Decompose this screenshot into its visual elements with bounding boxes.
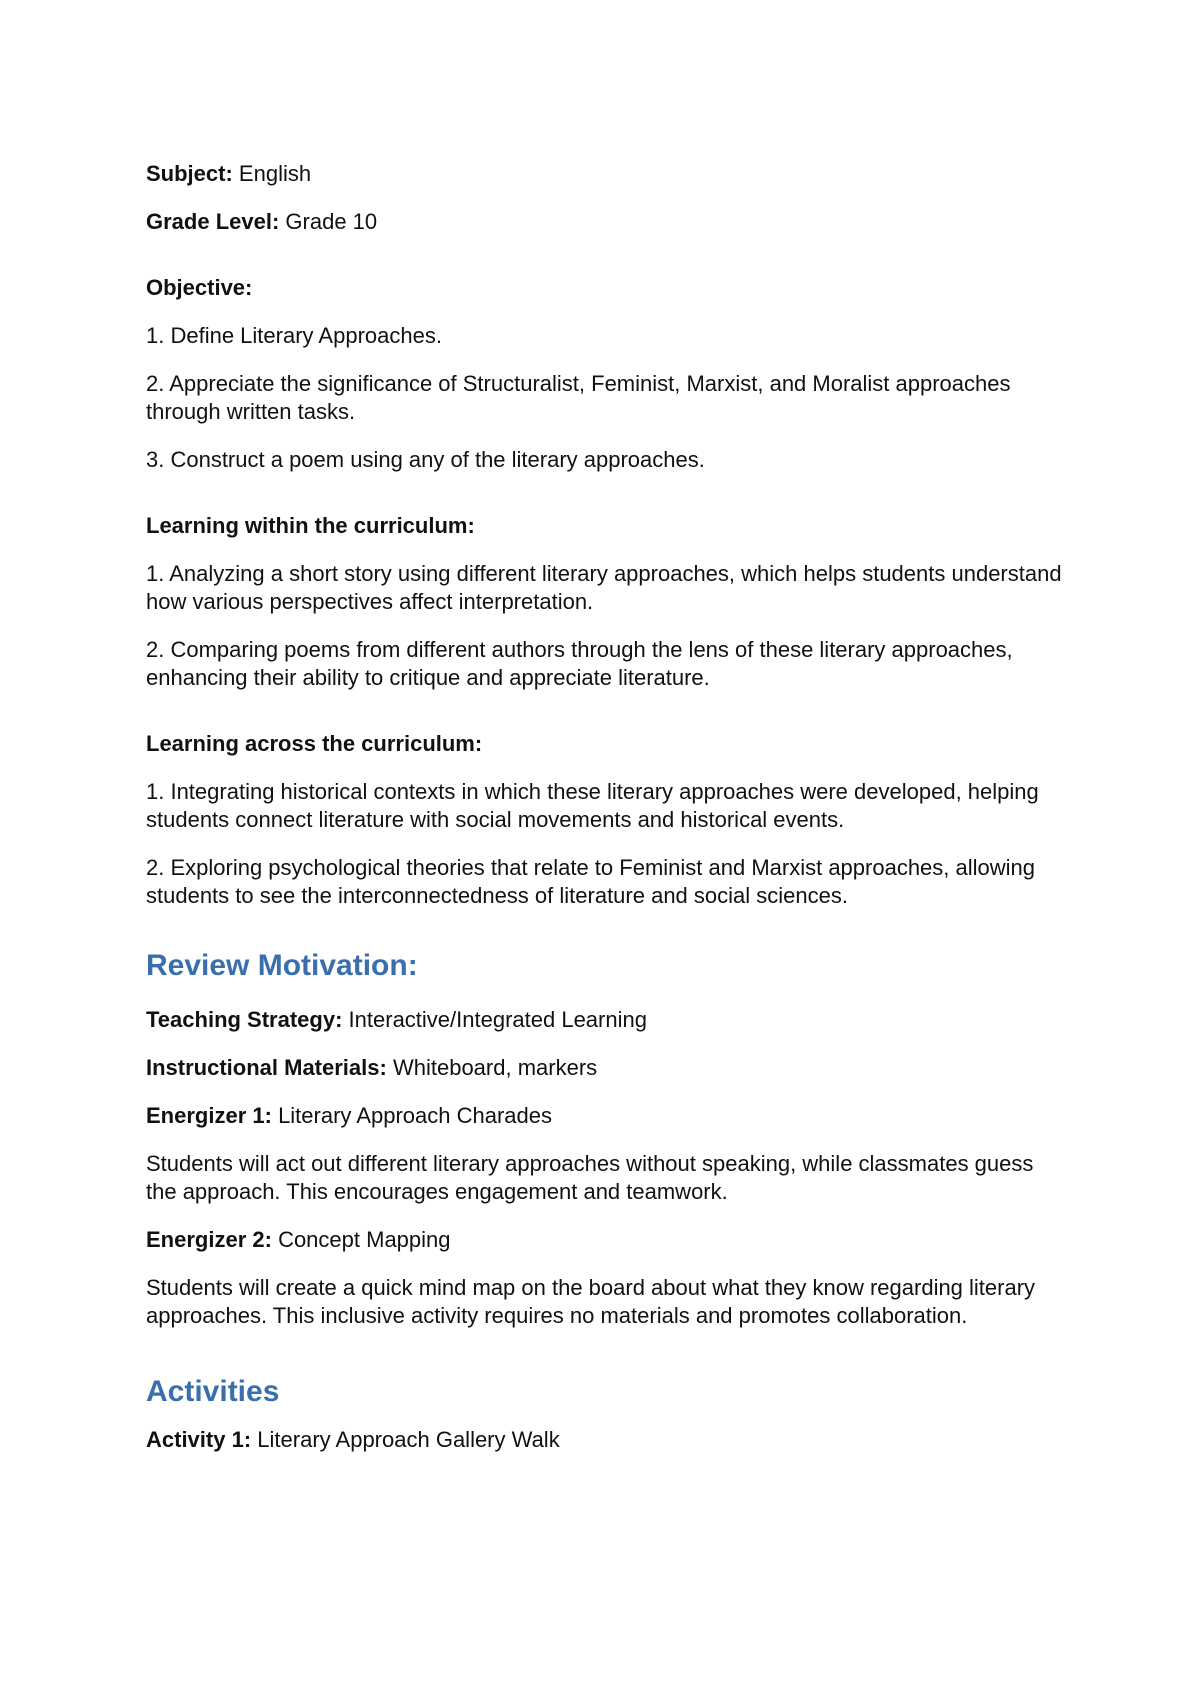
grade-level-value: Grade 10 [285,209,378,234]
energizer-2-value: Concept Mapping [278,1227,451,1252]
energizer-2-description: Students will create a quick mind map on the board about what they know regarding literary approaches. This inclusive activity requires no materials and promotes collaboration. [146,1275,1036,1328]
within-curriculum-label: Learning within the curriculum: [146,513,475,538]
energizer-2-line [146,1226,1066,1254]
grade-level-label: Grade Level: [146,209,280,234]
subject-value: English [238,161,312,186]
objective-item-3: 3. Construct a poem using any of the literary approaches. [146,447,705,472]
objective-item-1: 1. Define Literary Approaches. [146,323,442,348]
across-curriculum-item-1: 1. Integrating historical contexts in which these literary approaches were developed, helping students connect literature with social movements and historical events. [146,779,1039,832]
activities-heading: Activities [146,1375,280,1408]
teaching-strategy-label: Teaching Strategy: [146,1007,343,1032]
activity-1-line [146,1426,1066,1454]
across-curriculum-item-2: 2. Exploring psychological theories that relate to Feminist and Marxist approaches, allowing students to see the interconnectedness of literature and social sciences. [146,855,1036,908]
instructional-materials-line [146,1054,1066,1082]
subject-label: Subject: [146,161,233,186]
energizer-2-label: Energizer 2: [146,1227,272,1252]
energizer-1-description: Students will act out different literary approaches without speaking, while classmates guess the approach. This encourages engagement and teamwork. [146,1151,1034,1204]
energizer-1-value: Literary Approach Charades [278,1103,552,1128]
review-motivation-heading: Review Motivation: [146,949,418,982]
subject-line [146,160,1066,188]
objective-label: Objective: [146,275,253,300]
energizer-1-line [146,1102,1066,1130]
energizer-1-label: Energizer 1: [146,1103,272,1128]
activity-1-value: Literary Approach Gallery Walk [257,1427,560,1452]
grade-level-line [146,208,1066,236]
teaching-strategy-value: Interactive/Integrated Learning [348,1007,647,1032]
activity-1-label: Activity 1: [146,1427,252,1452]
instructional-materials-label: Instructional Materials: [146,1055,387,1080]
within-curriculum-item-1: 1. Analyzing a short story using different literary approaches, which helps students understand how various perspectives affect interpretation. [146,561,1062,614]
instructional-materials-value: Whiteboard, markers [392,1055,598,1080]
teaching-strategy-line [146,1006,1066,1034]
objective-item-2: 2. Appreciate the significance of Structuralist, Feminist, Marxist, and Moralist approaches through written tasks. [146,371,1011,424]
document-page [146,160,1066,1474]
within-curriculum-item-2: 2. Comparing poems from different authors through the lens of these literary approaches, enhancing their ability to critique and appreciate literature. [146,637,1013,690]
across-curriculum-label: Learning across the curriculum: [146,731,483,756]
